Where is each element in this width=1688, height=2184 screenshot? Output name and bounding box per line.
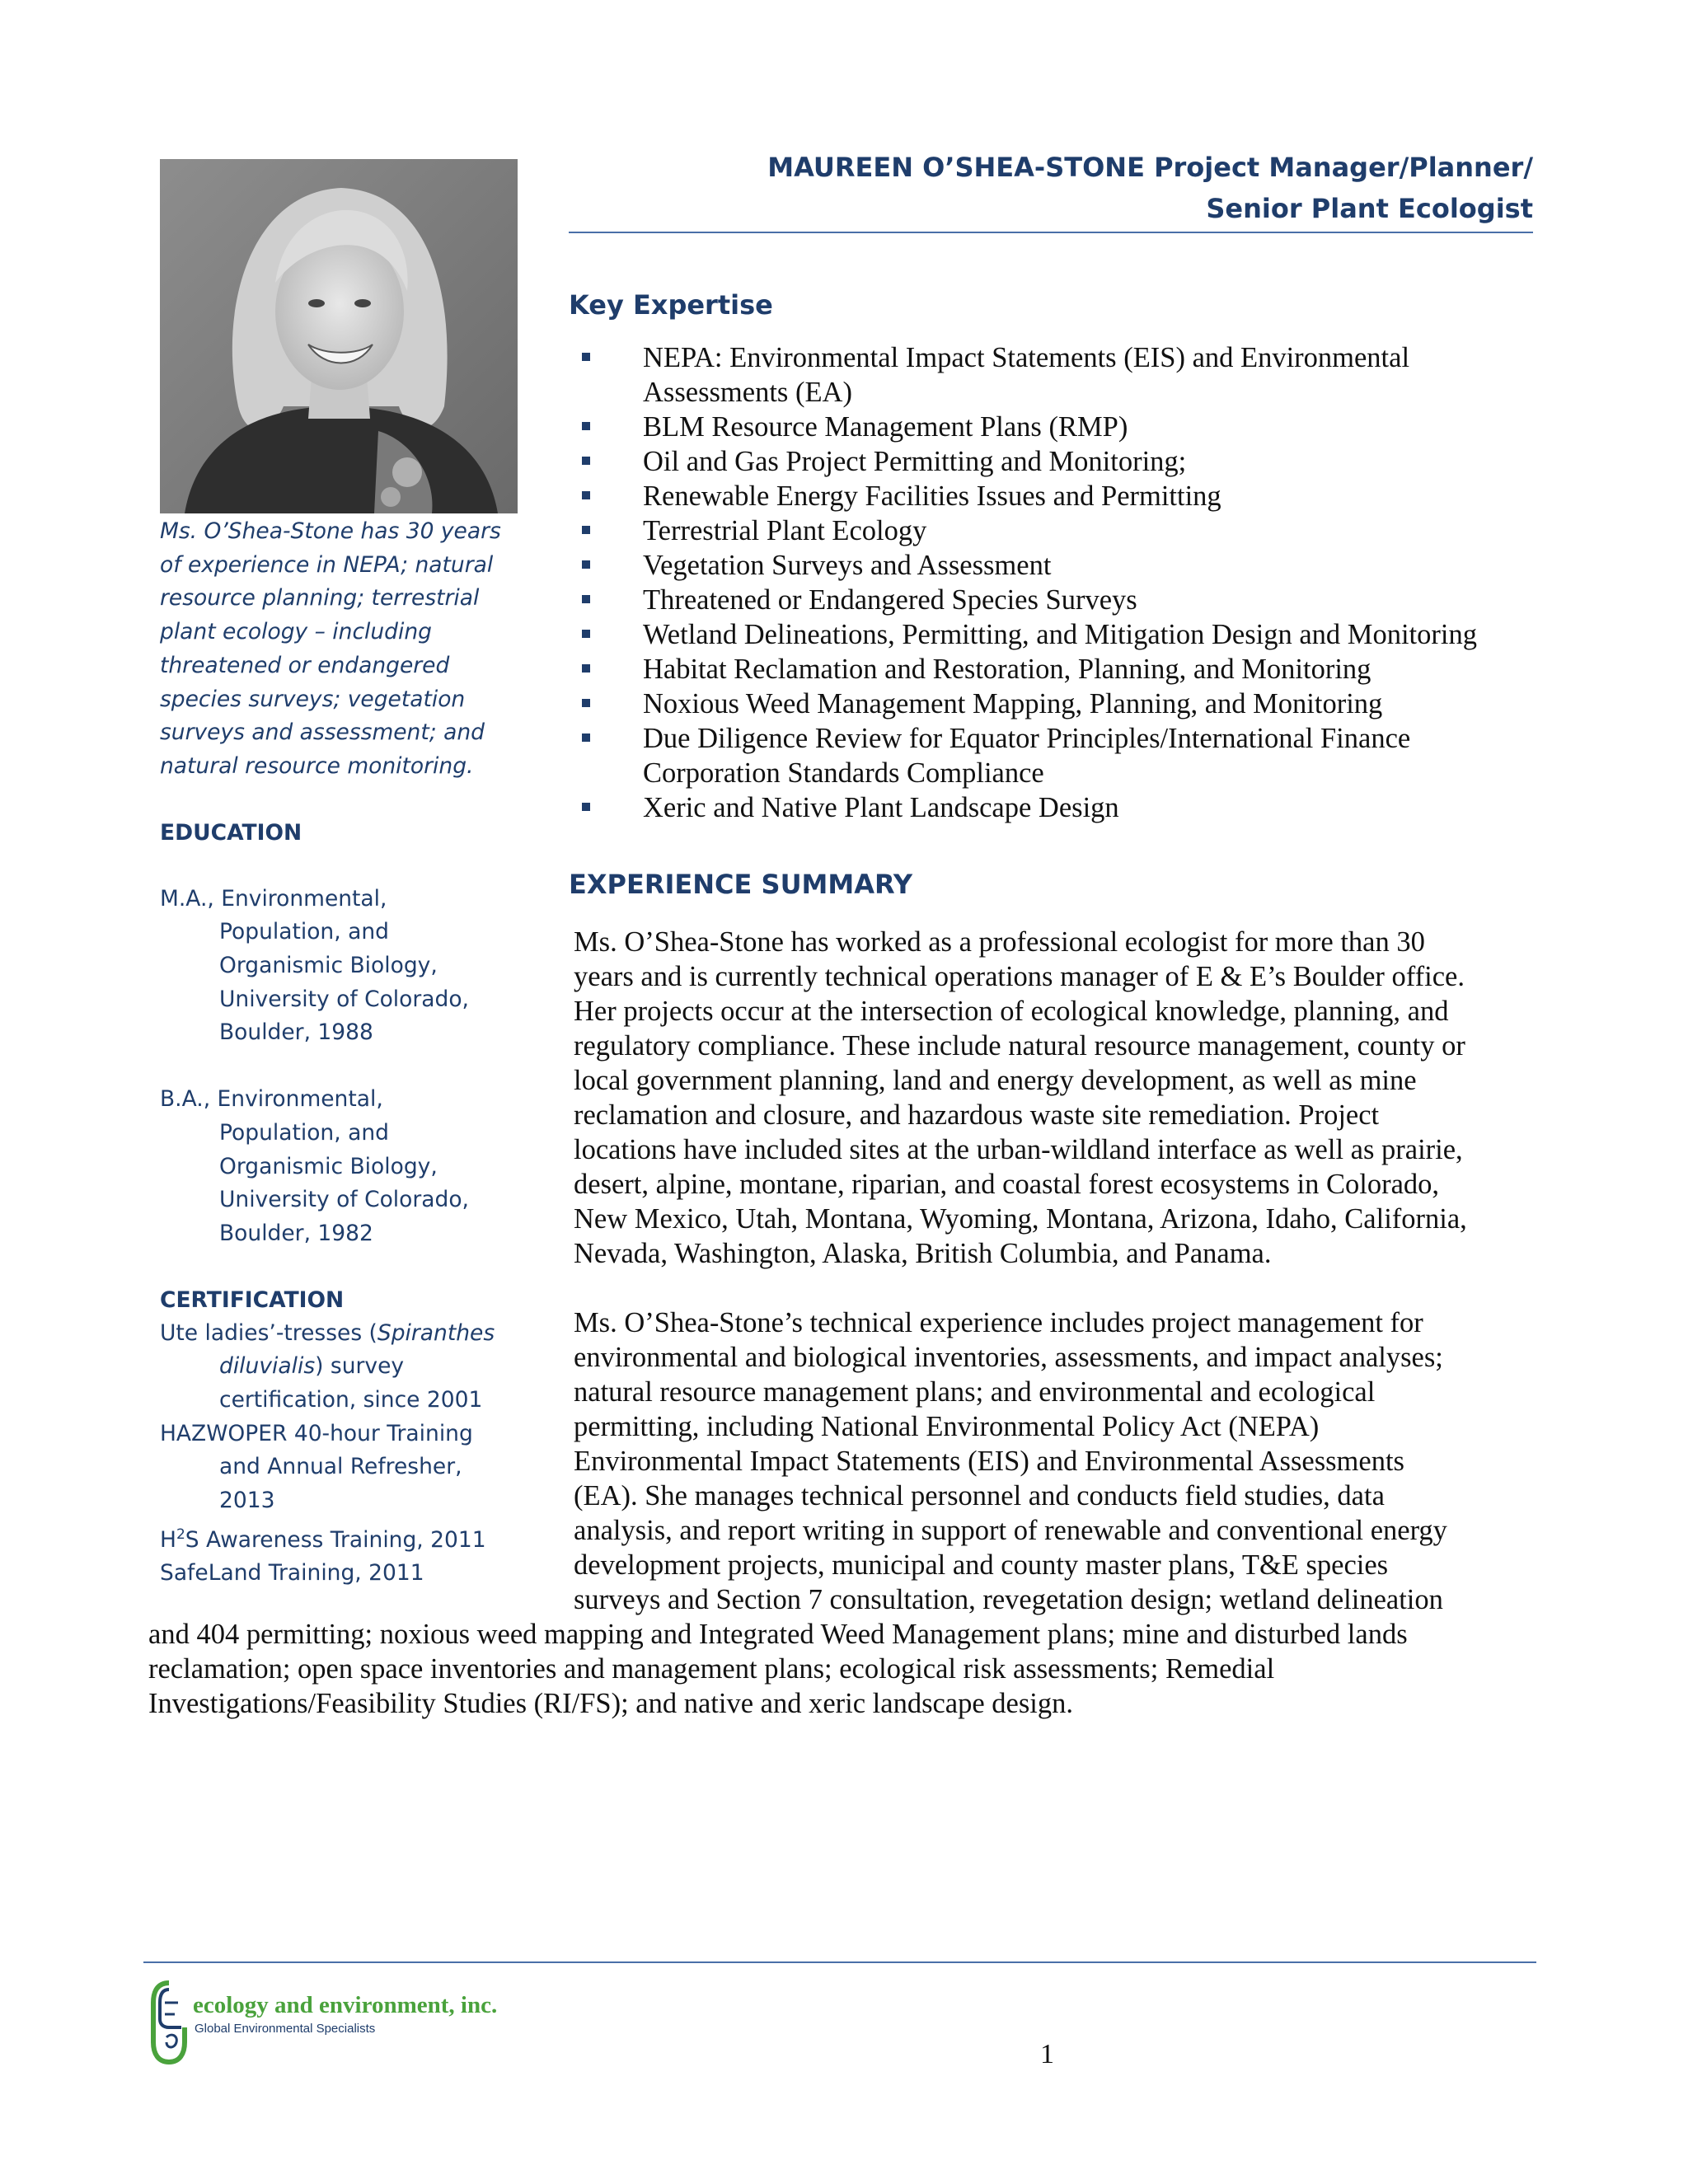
- square-bullet-icon: [582, 422, 590, 430]
- paragraph-line: surveys and Section 7 consultation, revegetation design; wetland delineation: [574, 1584, 1443, 1615]
- paragraph-line: Environmental Impact Statements (EIS) and Environmental Assessments: [574, 1446, 1404, 1477]
- expertise-item: [569, 583, 1537, 617]
- company-tagline: Global Environmental Specialists: [195, 2022, 376, 2036]
- square-bullet-icon: [582, 560, 590, 569]
- education-line: Population, and: [219, 919, 389, 945]
- expertise-item: [569, 790, 1537, 825]
- expertise-item-line: Renewable Energy Facilities Issues and Permitting: [643, 480, 1221, 512]
- expertise-item: [569, 410, 1537, 444]
- cert-text: H: [160, 1526, 176, 1553]
- header-line-1: MAUREEN O’SHEA-STONE Project Manager/Planner/: [767, 152, 1533, 183]
- expertise-item-line: Vegetation Surveys and Assessment: [643, 550, 1052, 581]
- education-line: Organismic Biology,: [219, 1153, 438, 1179]
- education-degree: B.A., Environmental,: [160, 1086, 383, 1113]
- cert-text: HAZWOPER 40-hour Training: [160, 1420, 473, 1446]
- photo-caption: Ms. O’Shea-Stone has 30 years of experience in NEPA; natural resource planning; terrestrial plant ecology – including threatened or endangered species surveys; vegetation surveys and assessment; and natural resource monitoring.: [160, 518, 501, 779]
- square-bullet-icon: [582, 526, 590, 534]
- expertise-item: [569, 340, 1537, 410]
- expertise-item-line: Noxious Weed Management Mapping, Planning, and Monitoring: [643, 688, 1383, 719]
- expertise-item: [569, 687, 1537, 721]
- square-bullet-icon: [582, 699, 590, 707]
- square-bullet-icon: [582, 595, 590, 603]
- footer-divider: [143, 1961, 1536, 1963]
- paragraph-line: local government planning, land and energy development, as well as mine: [574, 1065, 1417, 1096]
- cert-text: ) survey: [315, 1353, 405, 1380]
- paragraph-line: regulatory compliance. These include natural resource management, county or: [574, 1030, 1465, 1062]
- paragraph-line: years and is currently technical operations manager of E & E’s Boulder office.: [574, 961, 1465, 992]
- expertise-item-line: Threatened or Endangered Species Surveys: [643, 584, 1137, 616]
- cert-species-genus: Spiranthes: [377, 1319, 495, 1346]
- education-line: Organismic Biology,: [219, 953, 438, 979]
- paragraph-line: natural resource management plans; and environmental and ecological: [574, 1376, 1376, 1408]
- expertise-item-line: Oil and Gas Project Permitting and Monitoring;: [643, 446, 1187, 477]
- paragraph-line: development projects, municipal and county master plans, T&E species: [574, 1549, 1389, 1581]
- page-header: [569, 147, 1533, 229]
- expertise-item-line: Wetland Delineations, Permitting, and Mitigation Design and Monitoring: [643, 619, 1477, 650]
- paragraph-line: (EA). She manages technical personnel and conducts field studies, data: [574, 1480, 1385, 1511]
- experience-heading: EXPERIENCE SUMMARY: [569, 869, 913, 900]
- expertise-item-line: Habitat Reclamation and Restoration, Planning, and Monitoring: [643, 654, 1372, 685]
- square-bullet-icon: [582, 491, 590, 499]
- paragraph-line: desert, alpine, montane, riparian, and coastal forest ecosystems in Colorado,: [574, 1169, 1440, 1200]
- paragraph-line: New Mexico, Utah, Montana, Wyoming, Montana, Arizona, Idaho, California,: [574, 1203, 1467, 1235]
- certification-entry: [160, 1418, 523, 1518]
- paragraph-line: Investigations/Feasibility Studies (RI/FS); and native and xeric landscape design.: [148, 1688, 1074, 1719]
- education-entry: [160, 883, 523, 1051]
- certification-heading: CERTIFICATION: [160, 1286, 345, 1313]
- expertise-item-line: Xeric and Native Plant Landscape Design: [643, 792, 1119, 823]
- experience-paragraph-2: [574, 1305, 1542, 1617]
- header-divider: [569, 232, 1533, 233]
- expertise-item: [569, 513, 1537, 548]
- cert-text: and Annual Refresher,: [219, 1454, 462, 1480]
- expertise-item-line: BLM Resource Management Plans (RMP): [643, 411, 1128, 443]
- expertise-item-line: NEPA: Environmental Impact Statements (EIS) and Environmental: [643, 342, 1410, 373]
- square-bullet-icon: [582, 733, 590, 742]
- paragraph-line: permitting, including National Environmental Policy Act (NEPA): [574, 1411, 1320, 1442]
- expertise-item-line: Terrestrial Plant Ecology: [643, 515, 927, 546]
- certification-entry: [160, 1317, 523, 1418]
- square-bullet-icon: [582, 803, 590, 811]
- education-line: University of Colorado,: [219, 1187, 469, 1213]
- sidebar: [160, 515, 523, 1591]
- expertise-item: [569, 721, 1537, 790]
- expertise-item-line: Due Diligence Review for Equator Principles/International Finance: [643, 723, 1411, 754]
- square-bullet-icon: [582, 457, 590, 465]
- expertise-item: [569, 479, 1537, 513]
- square-bullet-icon: [582, 630, 590, 638]
- expertise-item: [569, 617, 1537, 652]
- paragraph-line: and 404 permitting; noxious weed mapping and Integrated Weed Management plans; mine and disturbed lands: [148, 1619, 1408, 1650]
- key-expertise-section: [569, 284, 1537, 825]
- cert-text: Ute ladies’-tresses (: [160, 1319, 377, 1346]
- page-number: 1: [1040, 2039, 1054, 2069]
- portrait-photo: [160, 159, 518, 513]
- expertise-item: [569, 652, 1537, 687]
- experience-paragraph-2-continued: [148, 1617, 1541, 1721]
- experience-section: [569, 864, 912, 905]
- education-line: Boulder, 1982: [219, 1220, 373, 1246]
- cert-superscript: 2: [176, 1526, 185, 1543]
- paragraph-line: reclamation; open space inventories and management plans; ecological risk assessments; Remedial: [148, 1653, 1275, 1685]
- education-degree: M.A., Environmental,: [160, 885, 387, 912]
- paragraph-line: Her projects occur at the intersection of ecological knowledge, planning, and: [574, 996, 1449, 1027]
- cert-text: certification, since 2001: [219, 1387, 483, 1413]
- paragraph-line: reclamation and closure, and hazardous waste site remediation. Project: [574, 1099, 1380, 1131]
- square-bullet-icon: [582, 353, 590, 361]
- education-line: Boulder, 1988: [219, 1019, 373, 1046]
- expertise-list: [569, 340, 1537, 825]
- cert-species-epithet: diluvialis: [219, 1353, 316, 1380]
- expertise-item: [569, 548, 1537, 583]
- cert-text: 2013: [219, 1488, 275, 1514]
- certification-entry: SafeLand Training, 2011: [160, 1560, 424, 1586]
- certification-entry: [160, 1518, 523, 1558]
- education-line: Population, and: [219, 1119, 389, 1146]
- cert-text: S Awareness Training, 2011: [185, 1526, 486, 1553]
- key-expertise-heading: Key Expertise: [569, 289, 773, 321]
- experience-paragraph-1: [574, 925, 1542, 1271]
- education-entry: [160, 1083, 523, 1251]
- header-line-2: Senior Plant Ecologist: [1206, 193, 1533, 224]
- education-heading: EDUCATION: [160, 819, 302, 846]
- expertise-item-line: Assessments (EA): [643, 377, 852, 408]
- education-line: University of Colorado,: [219, 986, 469, 1012]
- paragraph-line: Ms. O’Shea-Stone’s technical experience includes project management for: [574, 1307, 1423, 1338]
- expertise-item: [569, 444, 1537, 479]
- paragraph-line: Nevada, Washington, Alaska, British Columbia, and Panama.: [574, 1238, 1272, 1269]
- paragraph-line: locations have included sites at the urban-wildland interface as well as prairie,: [574, 1134, 1463, 1165]
- company-logo-icon: [148, 1978, 190, 2067]
- square-bullet-icon: [582, 664, 590, 673]
- paragraph-line: Ms. O’Shea-Stone has worked as a professional ecologist for more than 30: [574, 926, 1425, 958]
- expertise-item-line: Corporation Standards Compliance: [643, 757, 1044, 789]
- paragraph-line: environmental and biological inventories, assessments, and impact analyses;: [574, 1342, 1443, 1373]
- paragraph-line: analysis, and report writing in support of renewable and conventional energy: [574, 1515, 1447, 1546]
- company-name: ecology and environment, inc.: [193, 1992, 498, 2018]
